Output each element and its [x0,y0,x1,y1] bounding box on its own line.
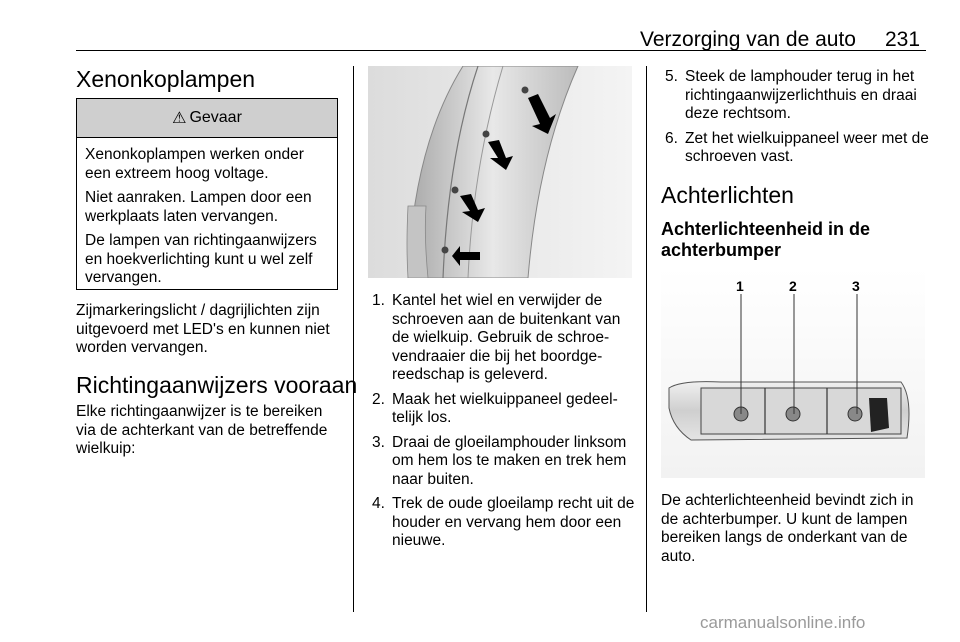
list-item [366,434,638,490]
figure-label-3: 3 [852,278,860,294]
front-indicators-paragraph: Elke richtingaanwijzer is te bereiken via de achterkant van de betreffende wielkuip: [76,403,328,457]
list-item [366,495,638,551]
section-heading-xenon: Xenonkoplampen [76,66,256,92]
warning-paragraph: De lampen van richtingaanwijzers en hoekverlichting kunt u wel zelf vervangen. [85,232,317,286]
steps-list-col3 [659,68,931,173]
step-text: Maak het wielkuippaneel gedeeltelijk los. [392,390,618,426]
rear-light-illustration [661,268,925,478]
wheel-arch-figure [368,66,632,278]
step-text: Zet het wielkuippaneel weer met de schroeven vast. [685,129,929,165]
list-item [659,68,931,124]
step-number: 3. [372,433,385,451]
figure-label-1: 1 [736,278,744,294]
column-divider-right [646,66,647,612]
warning-box [76,98,338,290]
step-text: Kantel het wiel en verwijder de schroeven aan de buitenkant van de wielkuip. Gebruik de schroevendraaier die bij het boordgereedschap is geleverd. [392,292,621,383]
rear-light-paragraph: De achterlichteenheid bevindt zich in de achterbumper. U kunt de lampen bereiken langs de onderkant van de auto. [661,492,914,565]
warning-paragraph: Xenonkoplampen werken onder een extreem hoog voltage. [85,146,304,182]
led-paragraph: Zijmarkeringslicht / dagrijlichten zijn uitgevoerd met LED's en kunnen niet worden vervangen. [76,302,330,356]
warning-paragraph: Niet aanraken. Lampen door een werkplaats laten vervangen. [85,189,312,225]
list-item [366,292,638,385]
page-number: 231 [885,28,921,51]
header-rule [76,50,926,51]
figure-label-2: 2 [789,278,797,294]
rear-light-figure [661,268,925,478]
step-text: Steek de lamphouder terug in het richtingaanwijzerlichthuis en draai deze rechtsom. [685,68,917,122]
step-number: 2. [372,390,385,408]
list-item [366,391,638,428]
section-heading-rear-lights: Achterlichten [661,182,794,208]
section-heading-front-indicators: Richtingaanwijzers vooraan [76,372,358,398]
steps-list-col2 [366,292,638,557]
warning-body [77,138,337,288]
warning-icon: ⚠ [172,110,187,127]
subheading-rear-bumper: Achterlichteenheid in de achterbumper [661,219,871,260]
step-text: Draai de gloeilamphouder linksom om hem los te maken en trek hem naar buiten. [392,433,627,488]
column-divider-left [353,66,354,612]
wheel-arch-illustration [368,66,632,278]
warning-header [77,99,337,138]
list-item [659,130,931,167]
page-header-title: Verzorging van de auto [640,28,856,51]
warning-title: Gevaar [189,109,242,126]
step-number: 4. [372,495,385,512]
step-number: 6. [665,129,678,147]
step-number: 1. [372,292,385,309]
step-number: 5. [665,68,678,85]
watermark: carmanualsonline.info [700,613,866,632]
step-text: Trek de oude gloeilamp recht uit de houder en vervang hem door een nieuwe. [392,495,635,549]
